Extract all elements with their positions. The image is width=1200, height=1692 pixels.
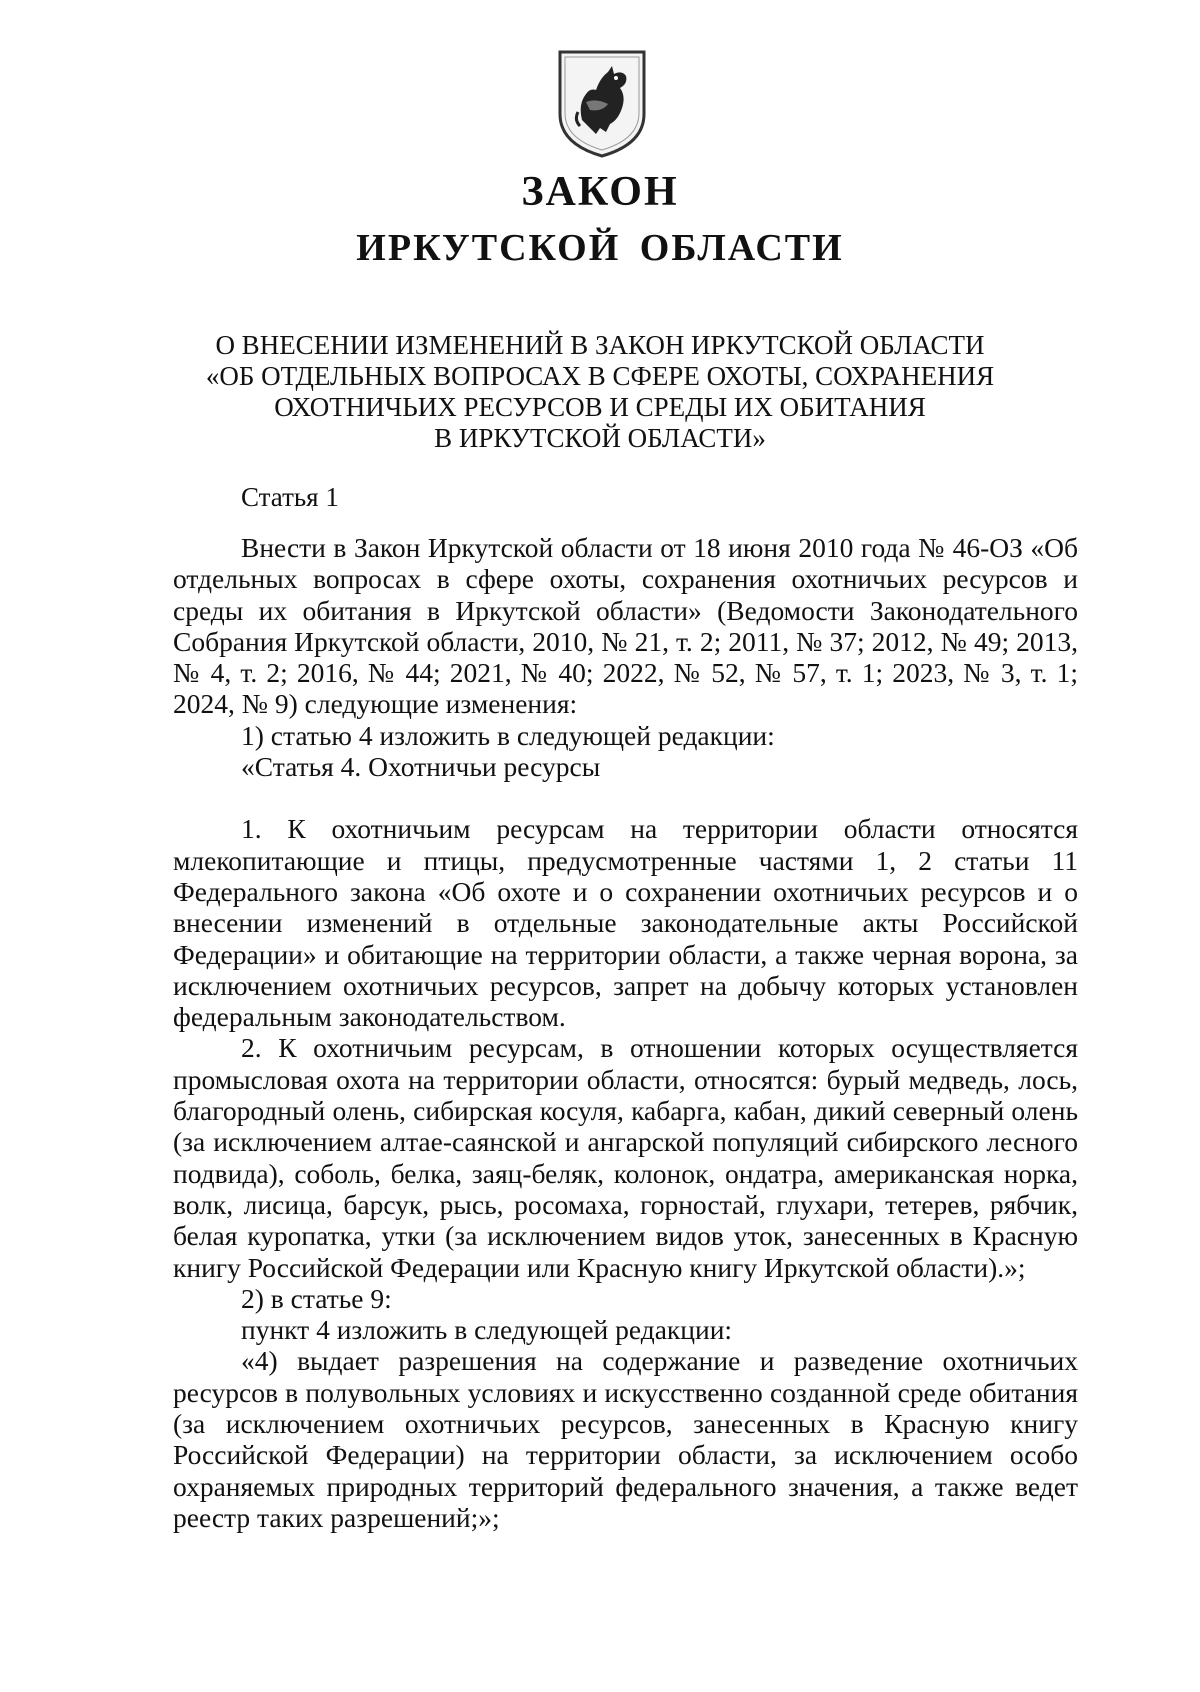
subject-line: О ВНЕСЕНИИ ИЗМЕНЕНИЙ В ЗАКОН ИРКУТСКОЙ ОБЛАСТИ bbox=[215, 330, 985, 360]
article-heading: Статья 1 bbox=[241, 482, 339, 512]
coat-of-arms-icon bbox=[556, 48, 648, 160]
paragraph: «Статья 4. Охотничьи ресурсы bbox=[241, 751, 601, 783]
law-subject bbox=[150, 330, 1050, 454]
subject-line: ОХОТНИЧЬИХ РЕСУРСОВ И СРЕДЫ ИХ ОБИТАНИЯ bbox=[274, 392, 926, 422]
law-region-title: ИРКУТСКОЙ ОБЛАСТИ bbox=[356, 227, 844, 269]
paragraph: Внести в Закон Иркутской области от 18 июня 2010 года № 46-ОЗ «Об отдельных вопросах в сфере охоты, сохранения охотничьих ресурсов и среды их обитания в Иркутской области» (Ведомости Законодательного Собрания Иркутской области, 2010, № 21, т. 2; 2011, № 37; 2012, № 49; 2013, № 4, т. 2; 2016, № 44; 2021, № 40; 2022, № 52, № 57, т. 1; 2023, № 3, т. 1; 2024, № 9) следующие изменения: bbox=[173, 532, 1078, 720]
article-body bbox=[173, 532, 1078, 1533]
subject-line: «ОБ ОТДЕЛЬНЫХ ВОПРОСАХ В СФЕРЕ ОХОТЫ, СОХРАНЕНИЯ bbox=[205, 361, 995, 391]
paragraph: «4) выдает разрешения на содержание и разведение охотничьих ресурсов в полувольных условиях и искусственно созданной среде обитания (за исключением охотничьих ресурсов, занесенных в Красную книгу Российской Федерации) на территории области, за исключением особо охраняемых природных территорий федерального значения, а также ведет реестр таких разрешений;»; bbox=[173, 1345, 1078, 1533]
paragraph: пункт 4 изложить в следующей редакции: bbox=[241, 1314, 733, 1346]
subject-line: В ИРКУТСКОЙ ОБЛАСТИ» bbox=[434, 423, 766, 453]
paragraph: 1) статью 4 изложить в следующей редакции: bbox=[241, 719, 775, 751]
law-title: ЗАКОН bbox=[521, 169, 679, 215]
paragraph: 2) в статье 9: bbox=[241, 1282, 392, 1314]
paragraph: 2. К охотничьим ресурсам, в отношении которых осуществляется промысловая охота на территории области, относятся: бурый медведь, лось, благородный олень, сибирская косуля, кабарга, кабан, дикий северный олень (за исключением алтае-саянской и ангарской популяций сибирского лесного подвида), соболь, белка, заяц-беляк, колонок, ондатра, американская норка, волк, лисица, барсук, рысь, росомаха, горностай, глухари, тетерев, рябчик, белая куропатка, утки (за исключением видов уток, занесенных в Красную книгу Российской Федерации или Красную книгу Иркутской области).»; bbox=[173, 1032, 1078, 1283]
paragraph: 1. К охотничьим ресурсам на территории области относятся млекопитающие и птицы, предусмотренные частями 1, 2 статьи 11 Федерального закона «Об охоте и о сохранении охотничьих ресурсов и о внесении изменений в отдельные законодательные акты Российской Федерации» и обитающие на территории области, а также черная ворона, за исключением охотничьих ресурсов, запрет на добычу которых установлен федеральным законодательством. bbox=[173, 813, 1078, 1033]
